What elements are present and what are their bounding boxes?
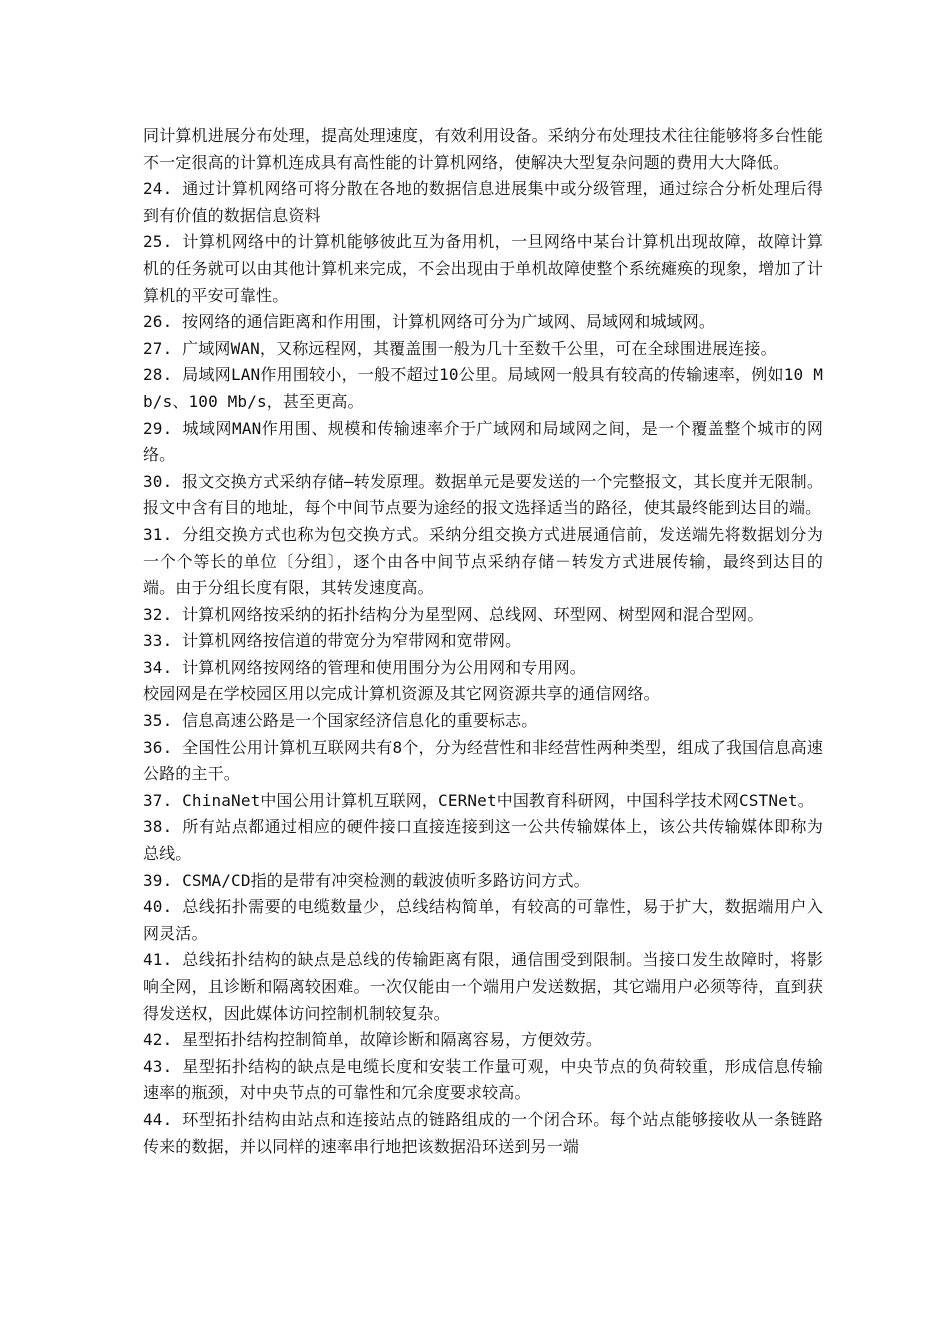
paragraph-35: 35. 信息高速公路是一个国家经济信息化的重要标志。 (143, 711, 538, 731)
paragraph-33: 33. 计算机网络按信道的带宽分为窄带网和宽带网。 (143, 631, 522, 651)
paragraph-29: 29. 城域网MAN作用围、规模和传输速率介于广域网和局域网之间，是一个覆盖整个城市的网络。 (143, 418, 823, 465)
paragraph-campus-network: 校园网是在学校园区用以完成计算机资源及其它网资源共享的通信网络。 (143, 684, 660, 704)
paragraph-28: 28. 局域网LAN作用围较小，一般不超过10公里。局域网一般具有较高的传输速率，例如10 Mb/s、100 Mb/s，甚至更高。 (143, 365, 823, 411)
paragraph-31: 31. 分组交换方式也称为包交换方式。采纳分组交换方式进展通信前，发送端先将数据划分为一个个等长的单位〔分组〕，逐个由各中间节点采纳存储－转发方式进展传输，最终到达目的端。由于分组长度有限，其转发速度高。 (143, 524, 823, 598)
document-body (143, 123, 823, 1160)
paragraph-43: 43. 星型拓扑结构的缺点是电缆长度和安装工作量可观，中央节点的负荷较重，形成信息传输速率的瓶颈，对中央节点的可靠性和冗余度要求较高。 (143, 1056, 823, 1103)
paragraph-41: 41. 总线拓扑结构的缺点是总线的传输距离有限，通信围受到限制。当接口发生故障时，将影响全网，且诊断和隔离较困难。一次仅能由一个端用户发送数据，其它端用户必须等待，直到获得发送权，因此媒体访问控制机制较复杂。 (143, 950, 823, 1023)
paragraph-24: 24. 通过计算机网络可将分散在各地的数据信息进展集中或分级管理，通过综合分析处理后得到有价值的数据信息资料 (143, 179, 823, 225)
paragraph-40: 40. 总线拓扑需要的电缆数量少，总线结构简单，有较高的可靠性，易于扩大，数据端用户入网灵活。 (143, 897, 823, 943)
paragraph-26: 26. 按网络的通信距离和作用围，计算机网络可分为广域网、局域网和城域网。 (143, 312, 716, 332)
paragraph-27: 27. 广域网WAN，又称远程网，其覆盖围一般为几十至数千公里，可在全球围进展连接。 (143, 338, 777, 358)
paragraph-37: 37. ChinaNet中国公用计算机互联网，CERNet中国教育科研网，中国科学技术网CSTNet。 (143, 790, 814, 810)
paragraph-intro-continuation: 同计算机进展分布处理，提高处理速度，有效利用设备。采纳分布处理技术往往能够将多台性能不一定很高的计算机连成具有高性能的计算机网络，使解决大型复杂问题的费用大大降低。 (143, 126, 823, 172)
paragraph-36: 36. 全国性公用计算机互联网共有8个，分为经营性和非经营性两种类型，组成了我国信息高速公路的主干。 (143, 737, 823, 784)
paragraph-30: 30. 报文交换方式采纳存储—转发原理。数据单元是要发送的一个完整报文，其长度并无限制。报文中含有目的地址，每个中间节点要为途经的报文选择适当的路径，使其最终能到达目的端。 (143, 471, 823, 518)
paragraph-39: 39. CSMA/CD指的是带有冲突检测的载波侦听多路访问方式。 (143, 870, 590, 890)
paragraph-32: 32. 计算机网络按采纳的拓扑结构分为星型网、总线网、环型网、树型网和混合型网。 (143, 604, 764, 624)
paragraph-38: 38. 所有站点都通过相应的硬件接口直接连接到这一公共传输媒体上，该公共传输媒体即称为总线。 (143, 817, 823, 864)
paragraph-44: 44. 环型拓扑结构由站点和连接站点的链路组成的一个闭合环。每个站点能够接收从一条链路传来的数据，并以同样的速率串行地把该数据沿环送到另一端 (143, 1109, 823, 1156)
paragraph-42: 42. 星型拓扑结构控制简单，故障诊断和隔离容易，方便效劳。 (143, 1030, 603, 1050)
paragraph-25: 25. 计算机网络中的计算机能够彼此互为备用机，一旦网络中某台计算机出现故障，故障计算机的任务就可以由其他计算机来完成，不会出现由于单机故障使整个系统瘫痪的现象，增加了计算机的平安可靠性。 (143, 232, 823, 305)
paragraph-34: 34. 计算机网络按网络的管理和使用围分为公用网和专用网。 (143, 657, 586, 677)
